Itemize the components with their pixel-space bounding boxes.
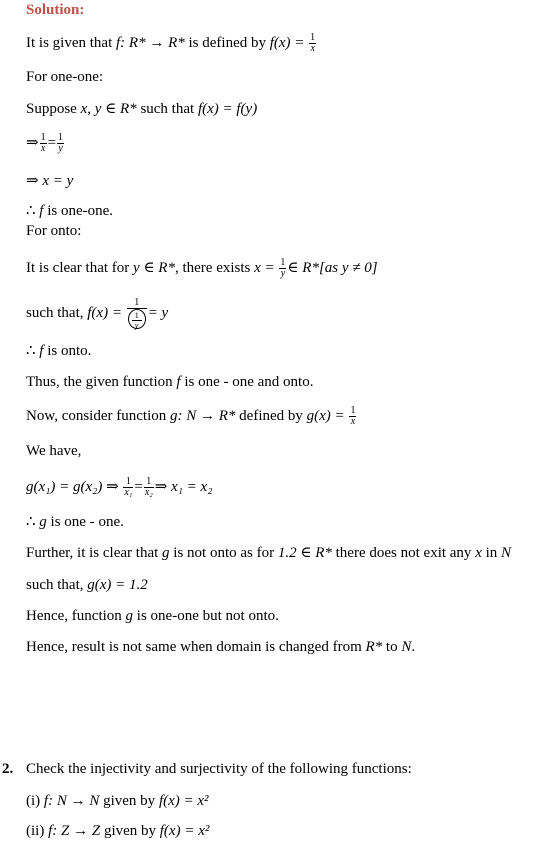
result-line: Hence, result is not same when domain is changed from R* to N. — [26, 639, 416, 655]
g-equals-line: such that, g(x) = 1.2 — [26, 577, 148, 593]
fraction-1-over-x: $\frac{1}{x}$ — [310, 32, 316, 54]
thus-line: Thus, the given function f is one - one and onto. — [26, 374, 314, 390]
consider-g-line: Now, consider function g: N → R* defined by g(x) = $\frac{1}{x}$ — [26, 405, 356, 427]
onto-heading: For onto: — [26, 223, 82, 239]
defined-text: is defined by — [184, 34, 270, 51]
question-part-i: (i) f: N → N given by f(x) = x² — [26, 793, 209, 809]
nested-fraction: $\frac{1}{y}$ — [128, 309, 146, 329]
suppose-line: Suppose x, y ∈ R* such that f(x) = f(y) — [26, 101, 258, 117]
one-one-heading: For one-one: — [26, 69, 104, 85]
g-conclusion: Hence, function g is one-one but not onto. — [26, 608, 279, 624]
such-that-line: such that, f(x) = $\frac{1}{\frac{1}{y}}$ = y — [26, 297, 169, 330]
not-onto-line: Further, it is clear that g is not onto as for 1.2 ∈ R* there does not exit any x in N — [26, 545, 512, 561]
given-line — [26, 33, 317, 54]
g-one-one-conclusion: ∴ g is one - one. — [26, 514, 124, 530]
we-have-line: We have, — [26, 443, 82, 459]
question-number: 2. — [2, 761, 14, 777]
reciprocal-equal-line: ⇒ $\frac{1}{x}$ = $\frac{1}{y}$ — [26, 132, 64, 154]
question-text: Check the injectivity and surjectivity of the following functions: — [26, 761, 412, 777]
x-equals-y-line: ⇒ x = y — [26, 173, 74, 189]
exists-line: It is clear that for y ∈ R*, there exists x = $\frac{1}{y}$ ∈ R*[as y ≠ 0] — [26, 257, 378, 279]
fx-expr: f(x) = — [269, 34, 309, 51]
question-2 — [2, 760, 412, 778]
question-part-ii: (ii) f: Z → Z given by f(x) = x² — [26, 823, 210, 839]
onto-conclusion: ∴ f is onto. — [26, 343, 92, 359]
solution-heading: Solution: — [26, 2, 85, 18]
given-text: It is given that — [26, 34, 116, 51]
mapping-expr: f: R* → R* — [116, 34, 185, 51]
g-equality-line: g(x₁) = g(x₂) ⇒ $\frac{1}{\text{x₁}}$ = $\frac{1}{\text{x₂}}$ ⇒ x₁ = x₂ — [26, 476, 213, 498]
one-one-conclusion: ∴ f is one-one. — [26, 203, 114, 219]
